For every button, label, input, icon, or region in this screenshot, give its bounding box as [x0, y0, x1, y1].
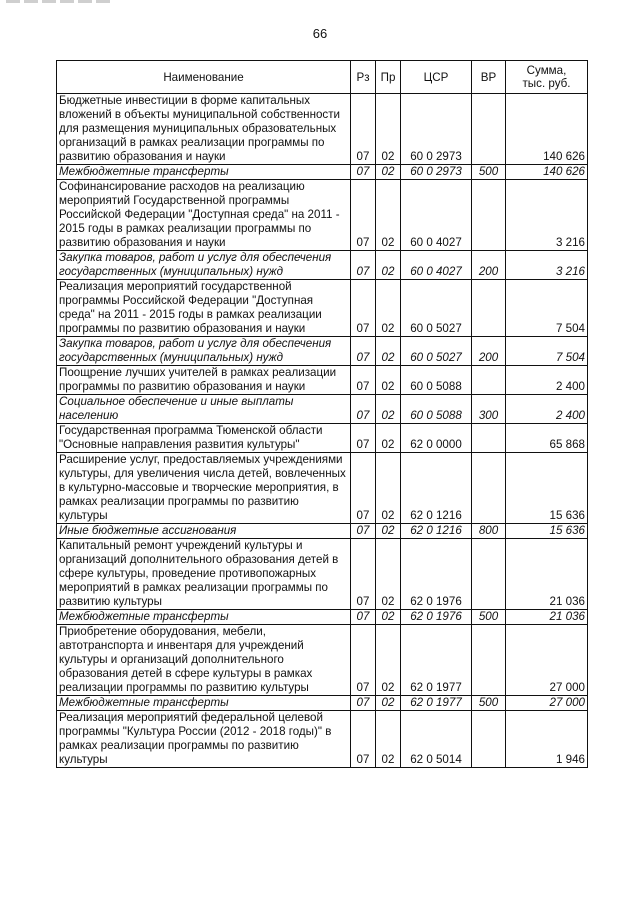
- row-csr: 60 0 2973: [401, 94, 472, 165]
- row-name: Закупка товаров, работ и услуг для обеспечения государственных (муниципальных) нужд: [57, 251, 351, 280]
- row-pr: 02: [376, 696, 401, 711]
- row-pr: 02: [376, 625, 401, 696]
- row-csr: 62 0 1216: [401, 453, 472, 524]
- table-row: [57, 94, 588, 165]
- row-vr: [472, 180, 506, 251]
- row-name: Реализация мероприятий федеральной целевой программы "Культура России (2012 - 2018 годы)" в рамках реализации программы по развитию культуры: [57, 711, 351, 768]
- row-csr: 60 0 4027: [401, 251, 472, 280]
- row-pr: 02: [376, 251, 401, 280]
- row-sum: 15 636: [506, 524, 588, 539]
- row-csr: 60 0 2973: [401, 165, 472, 180]
- row-rz: 07: [351, 696, 376, 711]
- budget-table: [56, 60, 588, 768]
- row-csr: 62 0 0000: [401, 424, 472, 453]
- row-csr: 60 0 5027: [401, 280, 472, 337]
- row-vr: 300: [472, 395, 506, 424]
- header-vr: ВР: [472, 61, 506, 94]
- table-row: [57, 424, 588, 453]
- row-csr: 60 0 4027: [401, 180, 472, 251]
- row-csr: 62 0 5014: [401, 711, 472, 768]
- row-vr: 500: [472, 696, 506, 711]
- row-name: Реализация мероприятий государственной программы Российской Федерации "Доступная среда" на 2011 - 2015 годы в рамках реализации программы по развитию образования и науки: [57, 280, 351, 337]
- row-rz: 07: [351, 94, 376, 165]
- header-csr: ЦСР: [401, 61, 472, 94]
- table-row: [57, 539, 588, 610]
- row-rz: 07: [351, 180, 376, 251]
- row-sum: 15 636: [506, 453, 588, 524]
- row-vr: [472, 94, 506, 165]
- header-pr: Пр: [376, 61, 401, 94]
- row-sum: 7 504: [506, 337, 588, 366]
- row-vr: [472, 453, 506, 524]
- table-row: [57, 337, 588, 366]
- row-csr: 60 0 5088: [401, 395, 472, 424]
- table-row: [57, 280, 588, 337]
- row-name: Иные бюджетные ассигнования: [57, 524, 351, 539]
- row-name: Закупка товаров, работ и услуг для обеспечения государственных (муниципальных) нужд: [57, 337, 351, 366]
- row-rz: 07: [351, 524, 376, 539]
- row-pr: 02: [376, 366, 401, 395]
- header-rz: Рз: [351, 61, 376, 94]
- row-sum: 3 216: [506, 180, 588, 251]
- row-vr: 500: [472, 165, 506, 180]
- row-pr: 02: [376, 337, 401, 366]
- row-name: Межбюджетные трансферты: [57, 610, 351, 625]
- table-row: [57, 453, 588, 524]
- row-pr: 02: [376, 165, 401, 180]
- scan-artifact-marks: [6, 0, 126, 4]
- table-row: [57, 610, 588, 625]
- row-name: Софинансирование расходов на реализацию мероприятий Государственной программы Российской Федерации "Доступная среда" на 2011 - 2015 годы в рамках реализации программы по развитию образования и науки: [57, 180, 351, 251]
- row-sum: 21 036: [506, 610, 588, 625]
- row-rz: 07: [351, 395, 376, 424]
- row-sum: 7 504: [506, 280, 588, 337]
- row-sum: 2 400: [506, 395, 588, 424]
- row-csr: 62 0 1976: [401, 610, 472, 625]
- row-sum: 1 946: [506, 711, 588, 768]
- row-rz: 07: [351, 711, 376, 768]
- row-rz: 07: [351, 625, 376, 696]
- table-row: [57, 165, 588, 180]
- row-vr: 200: [472, 337, 506, 366]
- row-pr: 02: [376, 180, 401, 251]
- row-rz: 07: [351, 251, 376, 280]
- header-sum-line2: тыс. руб.: [522, 77, 571, 90]
- row-pr: 02: [376, 395, 401, 424]
- row-rz: 07: [351, 366, 376, 395]
- row-sum: 65 868: [506, 424, 588, 453]
- row-sum: 140 626: [506, 94, 588, 165]
- row-sum: 27 000: [506, 625, 588, 696]
- row-rz: 07: [351, 539, 376, 610]
- row-sum: 21 036: [506, 539, 588, 610]
- table-row: [57, 711, 588, 768]
- row-csr: 62 0 1976: [401, 539, 472, 610]
- row-sum: 27 000: [506, 696, 588, 711]
- row-name: Расширение услуг, предоставляемых учреждениями культуры, для увеличения числа детей, вовлеченных в культурно-массовые и творческие мероприятия, в рамках реализации программы по развитию культуры: [57, 453, 351, 524]
- row-vr: [472, 366, 506, 395]
- row-name: Социальное обеспечение и иные выплаты населению: [57, 395, 351, 424]
- table-row: [57, 366, 588, 395]
- row-vr: [472, 280, 506, 337]
- table-header-row: [57, 61, 588, 94]
- row-vr: 200: [472, 251, 506, 280]
- row-csr: 62 0 1977: [401, 696, 472, 711]
- row-name: Капитальный ремонт учреждений культуры и организаций дополнительного образования детей в сфере культуры, проведение противопожарных мероприятий в рамках реализации программы по развитию культуры: [57, 539, 351, 610]
- row-rz: 07: [351, 337, 376, 366]
- row-vr: [472, 625, 506, 696]
- row-vr: 500: [472, 610, 506, 625]
- page-number: 66: [312, 26, 328, 41]
- row-pr: 02: [376, 424, 401, 453]
- table-row: [57, 180, 588, 251]
- row-pr: 02: [376, 94, 401, 165]
- row-rz: 07: [351, 424, 376, 453]
- table-row: [57, 625, 588, 696]
- row-sum: 140 626: [506, 165, 588, 180]
- row-sum: 2 400: [506, 366, 588, 395]
- row-pr: 02: [376, 539, 401, 610]
- row-rz: 07: [351, 280, 376, 337]
- row-name: Поощрение лучших учителей в рамках реализации программы по развитию образования и науки: [57, 366, 351, 395]
- row-csr: 60 0 5088: [401, 366, 472, 395]
- row-pr: 02: [376, 610, 401, 625]
- row-name: Бюджетные инвестиции в форме капитальных вложений в объекты муниципальной собственности для размещения муниципальных образовательных организаций в рамках реализации программы по развитию образования и науки: [57, 94, 351, 165]
- row-pr: 02: [376, 524, 401, 539]
- row-pr: 02: [376, 453, 401, 524]
- row-csr: 62 0 1216: [401, 524, 472, 539]
- table-row: [57, 524, 588, 539]
- header-sum-line1: Сумма,: [526, 64, 567, 77]
- row-name: Приобретение оборудования, мебели, автотранспорта и инвентаря для учреждений культуры и организаций дополнительного образования детей в сфере культуры в рамках реализации программы по развитию культуры: [57, 625, 351, 696]
- row-vr: [472, 424, 506, 453]
- table-row: [57, 395, 588, 424]
- table-row: [57, 251, 588, 280]
- row-name: Государственная программа Тюменской области "Основные направления развития культуры": [57, 424, 351, 453]
- row-rz: 07: [351, 165, 376, 180]
- row-rz: 07: [351, 453, 376, 524]
- row-name: Межбюджетные трансферты: [57, 165, 351, 180]
- row-name: Межбюджетные трансферты: [57, 696, 351, 711]
- row-vr: [472, 711, 506, 768]
- row-rz: 07: [351, 610, 376, 625]
- header-name: Наименование: [57, 61, 351, 94]
- row-sum: 3 216: [506, 251, 588, 280]
- row-vr: 800: [472, 524, 506, 539]
- row-pr: 02: [376, 711, 401, 768]
- header-sum: [506, 61, 588, 94]
- table-row: [57, 696, 588, 711]
- row-csr: 60 0 5027: [401, 337, 472, 366]
- row-pr: 02: [376, 280, 401, 337]
- row-csr: 62 0 1977: [401, 625, 472, 696]
- row-vr: [472, 539, 506, 610]
